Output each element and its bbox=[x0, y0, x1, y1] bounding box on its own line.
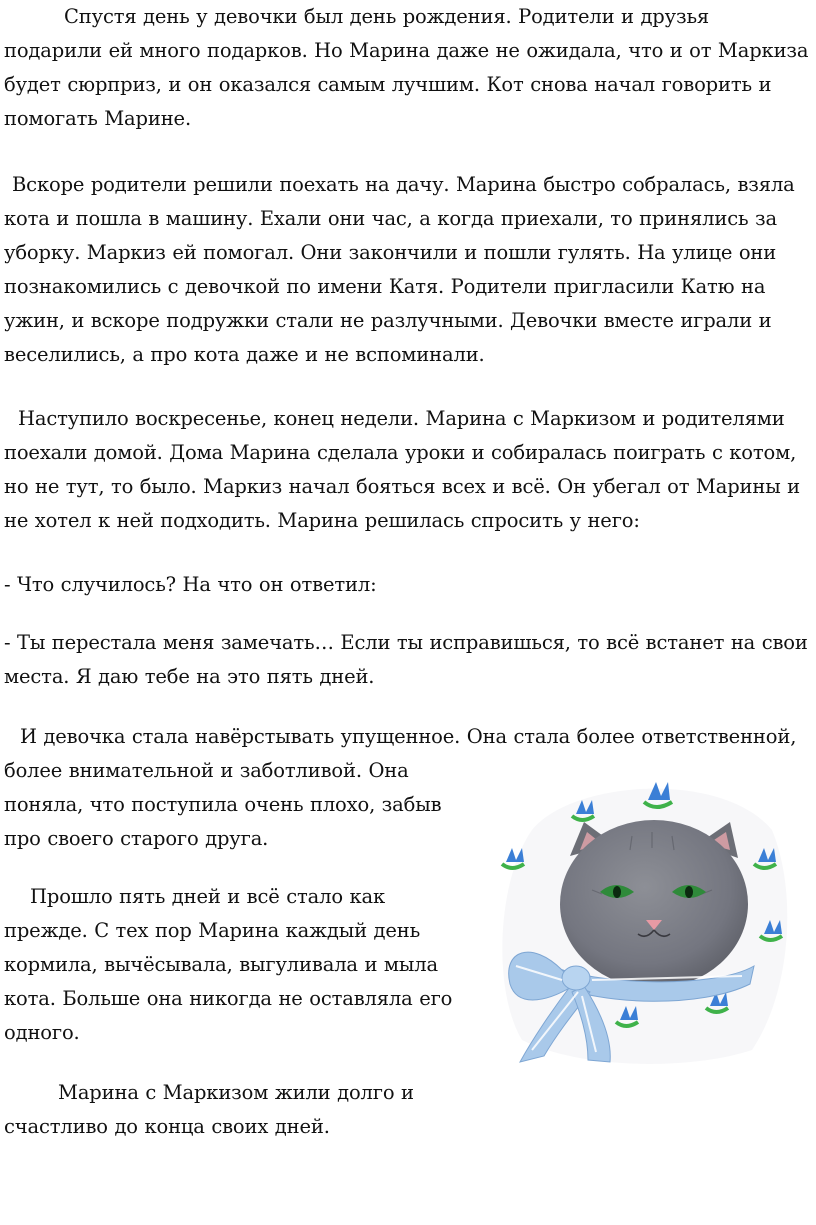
cat-head bbox=[560, 820, 748, 988]
story-paragraph-8-ending: Марина с Маркизом жили долго и счастливо до конца своих дней. bbox=[4, 1081, 414, 1138]
story-paragraph-2: Вскоре родители решили поехать на дачу. Марина быстро собралась, взяла кота и пошла в машину. Ехали они час, а когда приехали, то принялись за уборку. Маркиз ей помогал. Они закончили и пошли гулять. На улице они познакомились с девочкой по имени Катя. Родители пригласили Катю на ужин, и вскоре подружки стали не разлучными. Девочки вместе играли и веселились, а про кота даже и не вспоминали. bbox=[4, 173, 795, 366]
story-paragraph-6-first-line: И девочка стала навёрстывать упущенное. Она стала более ответственной, bbox=[20, 725, 797, 748]
story-paragraph-5-dialogue-answer: - Ты перестала меня замечать… Если ты исправишься, то всё встанет на свои места. Я даю тебе на это пять дней. bbox=[4, 631, 808, 688]
story-paragraph-6-continued: более внимательной и заботливой. Она поняла, что поступила очень плохо, забыв про своего старого друга. bbox=[4, 759, 442, 850]
flower-icon-left bbox=[502, 848, 524, 868]
story-paragraph-3: Наступило воскресенье, конец недели. Марина с Маркизом и родителями поехали домой. Дома Марина сделала уроки и собиралась поиграть с котом, но не тут, то было. Маркиз начал бояться всех и всё. Он убегал от Марины и не хотел к ней подходить. Марина решилась спросить у него: bbox=[4, 407, 800, 532]
story-paragraph-4-dialogue-question: - Что случилось? На что он ответил: bbox=[4, 573, 377, 596]
story-paragraph-7: Прошло пять дней и всё стало как прежде. С тех пор Марина каждый день кормила, вычёсывала, выгуливала и мыла кота. Больше она никогда не оставляла его одного. bbox=[4, 885, 453, 1044]
story-paragraph-1: Спустя день у девочки был день рождения. Родители и друзья подарили ей много подарков. Но Марина даже не ожидала, что и от Маркиза будет сюрприз, и он оказался самым лучшим. Кот снова начал говорить и помогать Марине. bbox=[4, 5, 809, 130]
cat-illustration bbox=[492, 770, 798, 1070]
